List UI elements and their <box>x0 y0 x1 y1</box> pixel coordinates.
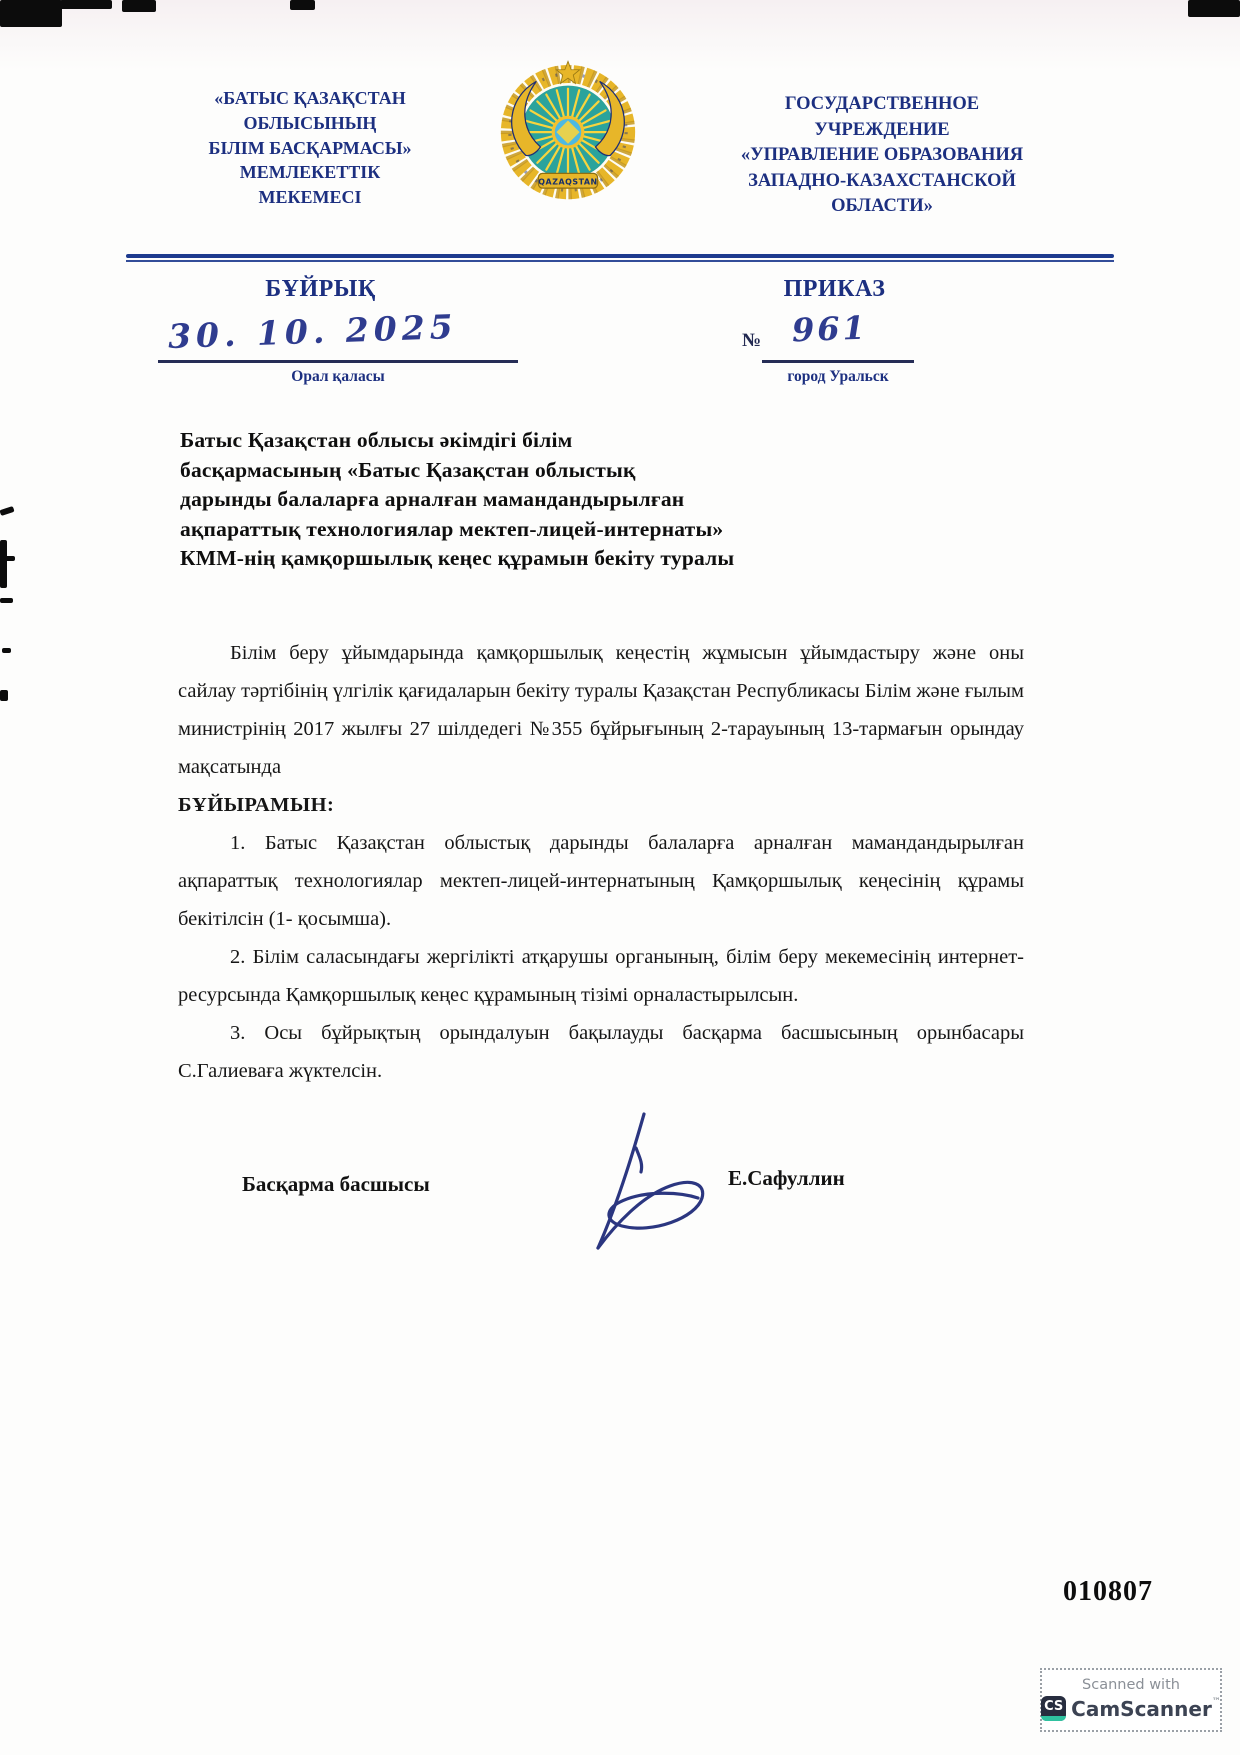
scan-artifact <box>0 598 13 603</box>
number-underline <box>762 360 914 363</box>
preamble-paragraph: Білім беру ұйымдарында қамқоршылық кеңестің жұмысын ұйымдастыру және оны сайлау тәртібінің үлгілік қағидаларын бекіту туралы Қазақстан Республикасы Білім және ғылым министрінің 2017 жылғы 27 шілдедегі №355 бұйрығының 2-тарауының 13-тармағын орындау мақсатында <box>178 642 1024 778</box>
signatory-name: Е.Сафуллин <box>728 1166 845 1190</box>
scan-artifact <box>0 506 15 516</box>
scanned-with-label: Scanned with <box>1082 1677 1180 1693</box>
scan-artifact <box>2 648 11 653</box>
number-sign: № <box>742 330 762 351</box>
document-code: 010807 <box>1063 1576 1153 1607</box>
org-name-ru-line: «УПРАВЛЕНИЕ ОБРАЗОВАНИЯ <box>740 145 1024 166</box>
subject-line: Батыс Қазақстан облысы әкімдігі білім <box>180 428 573 452</box>
scan-artifact <box>0 690 8 701</box>
scan-artifact <box>290 0 315 10</box>
scan-artifact <box>0 556 15 561</box>
scan-artifact <box>0 0 62 27</box>
order-item-1: 1. Батыс Қазақстан облыстық дарынды балаларға арналған мамандандырылған ақпараттық технологиялар мектеп-лицей-интернатының Қамқоршылық кеңесінің құрамы бекітілсін (1- қосымша). <box>178 832 1024 930</box>
scan-artifact <box>0 540 7 588</box>
letterhead-divider <box>126 254 1114 262</box>
city-label-russian: город Уральск <box>787 368 889 385</box>
scan-artifact <box>60 0 112 9</box>
subject-line: басқармасының «Батыс Қазақстан облыстық <box>180 457 636 482</box>
org-name-kk-line: МЕМЛЕКЕТТІК <box>239 162 381 183</box>
org-name-kk-line: ОБЛЫСЫНЫҢ <box>243 112 377 133</box>
org-name-kazakh <box>160 86 460 210</box>
trademark-symbol: ™ <box>1211 1696 1221 1707</box>
subject-line: дарынды балаларға арналған мамандандырылған <box>180 487 685 511</box>
date-underline <box>158 360 518 363</box>
emblem-banner-label: QAZAQSTAN <box>538 177 598 187</box>
order-body <box>178 634 1024 1090</box>
camscanner-badge <box>1040 1668 1222 1732</box>
order-item-2: 2. Білім саласындағы жергілікті атқарушы органының, білім беру мекемесінің интернет-ресурсында Қамқоршылық кеңес құрамының тізімі орналастырылсын. <box>178 946 1024 1006</box>
scan-artifact <box>1188 0 1240 17</box>
signature-icon <box>540 1112 710 1252</box>
handwritten-order-number: 961 <box>791 308 869 350</box>
org-name-ru-line: ЗАПАДНО-КАЗАХСТАНСКОЙ <box>748 170 1016 191</box>
org-name-ru-line: ОБЛАСТИ» <box>831 196 933 217</box>
org-name-ru-line: ГОСУДАРСТВЕННОЕ <box>784 94 980 114</box>
subject-line: ақпараттық технологиялар мектеп-лицей-интернаты» <box>180 516 724 541</box>
city-label-kazakh: Орал қаласы <box>291 368 385 385</box>
org-name-kk-line: БІЛІМ БАСҚАРМАСЫ» <box>208 137 412 158</box>
org-name-kk-line: «БАТЫС ҚАЗАҚСТАН <box>214 88 406 108</box>
order-subject <box>180 426 734 574</box>
order-title-russian: ПРИКАЗ <box>783 276 886 302</box>
kazakhstan-coat-of-arms-icon <box>494 56 642 204</box>
resolve-word: БҰЙЫРАМЫН: <box>178 794 335 816</box>
org-name-russian <box>664 92 1100 220</box>
subject-line: КММ-нің қамқоршылық кеңес құрамын бекіту туралы <box>180 546 735 570</box>
order-item-3: 3. Осы бұйрықтың орындалуын бақылауды басқарма басшысының орынбасары С.Галиеваға жүктелсін. <box>178 1022 1024 1082</box>
org-name-kk-line: МЕКЕМЕСІ <box>258 187 362 208</box>
handwritten-date: 30. 10. 2025 <box>167 306 459 357</box>
camscanner-label: CamScanner™ <box>1071 1696 1221 1721</box>
org-name-ru-line: УЧРЕЖДЕНИЕ <box>814 119 950 140</box>
camscanner-logo-icon: CS <box>1041 1696 1066 1721</box>
order-title-kazakh: БҰЙРЫҚ <box>265 276 376 302</box>
scan-artifact <box>122 0 156 12</box>
signatory-position: Басқарма басшысы <box>242 1172 430 1196</box>
